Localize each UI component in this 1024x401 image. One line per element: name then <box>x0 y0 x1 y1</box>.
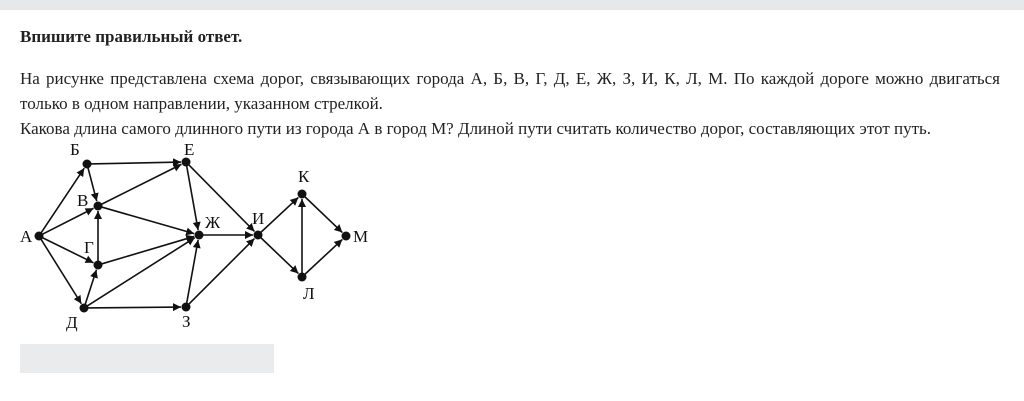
edge-В-Ж <box>100 207 194 234</box>
edge-З-Ж <box>186 240 198 305</box>
top-bar <box>0 0 1024 10</box>
node-g-dot <box>94 261 103 270</box>
edge-Е-И <box>187 163 254 231</box>
node-m-label: М <box>353 227 369 246</box>
node-i-label: И <box>252 209 265 228</box>
node-l-label: Л <box>303 284 315 303</box>
node-e-label: Е <box>184 140 195 159</box>
node-zh-dot <box>195 231 204 240</box>
task-block <box>20 26 1000 141</box>
node-g-label: Г <box>84 238 94 257</box>
node-b-dot <box>83 160 92 169</box>
edge-И-К <box>259 197 298 233</box>
node-a-label: А <box>20 227 33 246</box>
task-instruction: Впишите правильный ответ. <box>20 27 243 46</box>
node-l-dot <box>298 273 307 282</box>
node-d-dot <box>80 304 89 313</box>
edge-К-М <box>303 195 342 232</box>
edge-Г-Ж <box>100 236 194 264</box>
node-i-dot <box>254 231 263 240</box>
node-k-dot <box>298 190 307 199</box>
road-graph-svg <box>14 136 384 336</box>
node-z-dot <box>182 303 191 312</box>
node-zh-label: Ж <box>205 213 221 232</box>
edge-Б-В <box>88 166 97 201</box>
edge-З-И <box>187 239 254 306</box>
node-b-label: Б <box>70 140 80 159</box>
edge-А-Д <box>40 238 81 304</box>
node-a-dot <box>35 232 44 241</box>
edge-Д-Ж <box>86 238 195 307</box>
node-d-label: Д <box>66 313 78 332</box>
edge-И-Л <box>259 236 298 273</box>
task-paragraph-2: Какова длина самого длинного пути из города А в город М? Длиной пути считать количество дорог, составляющих этот путь. <box>20 119 932 138</box>
node-m-dot <box>342 232 351 241</box>
node-k-label: К <box>298 167 310 186</box>
road-graph-figure <box>14 136 384 336</box>
node-z-label: З <box>182 312 191 331</box>
edge-Д-З <box>86 307 181 308</box>
edge-Л-М <box>303 239 342 275</box>
node-v-label: В <box>77 191 89 210</box>
answer-input[interactable] <box>20 344 274 373</box>
edge-Е-Ж <box>186 164 198 230</box>
node-v-dot <box>94 202 103 211</box>
task-paragraph-1: На рисунке представлена схема дорог, связывающих города А, Б, В, Г, Д, Е, Ж, З, И, К, Л, М. По каждой дороге можно двигаться только в одном направлении, указанном стрелкой. <box>20 69 1000 113</box>
edge-Б-Е <box>89 162 181 164</box>
edge-В-Е <box>100 164 182 205</box>
